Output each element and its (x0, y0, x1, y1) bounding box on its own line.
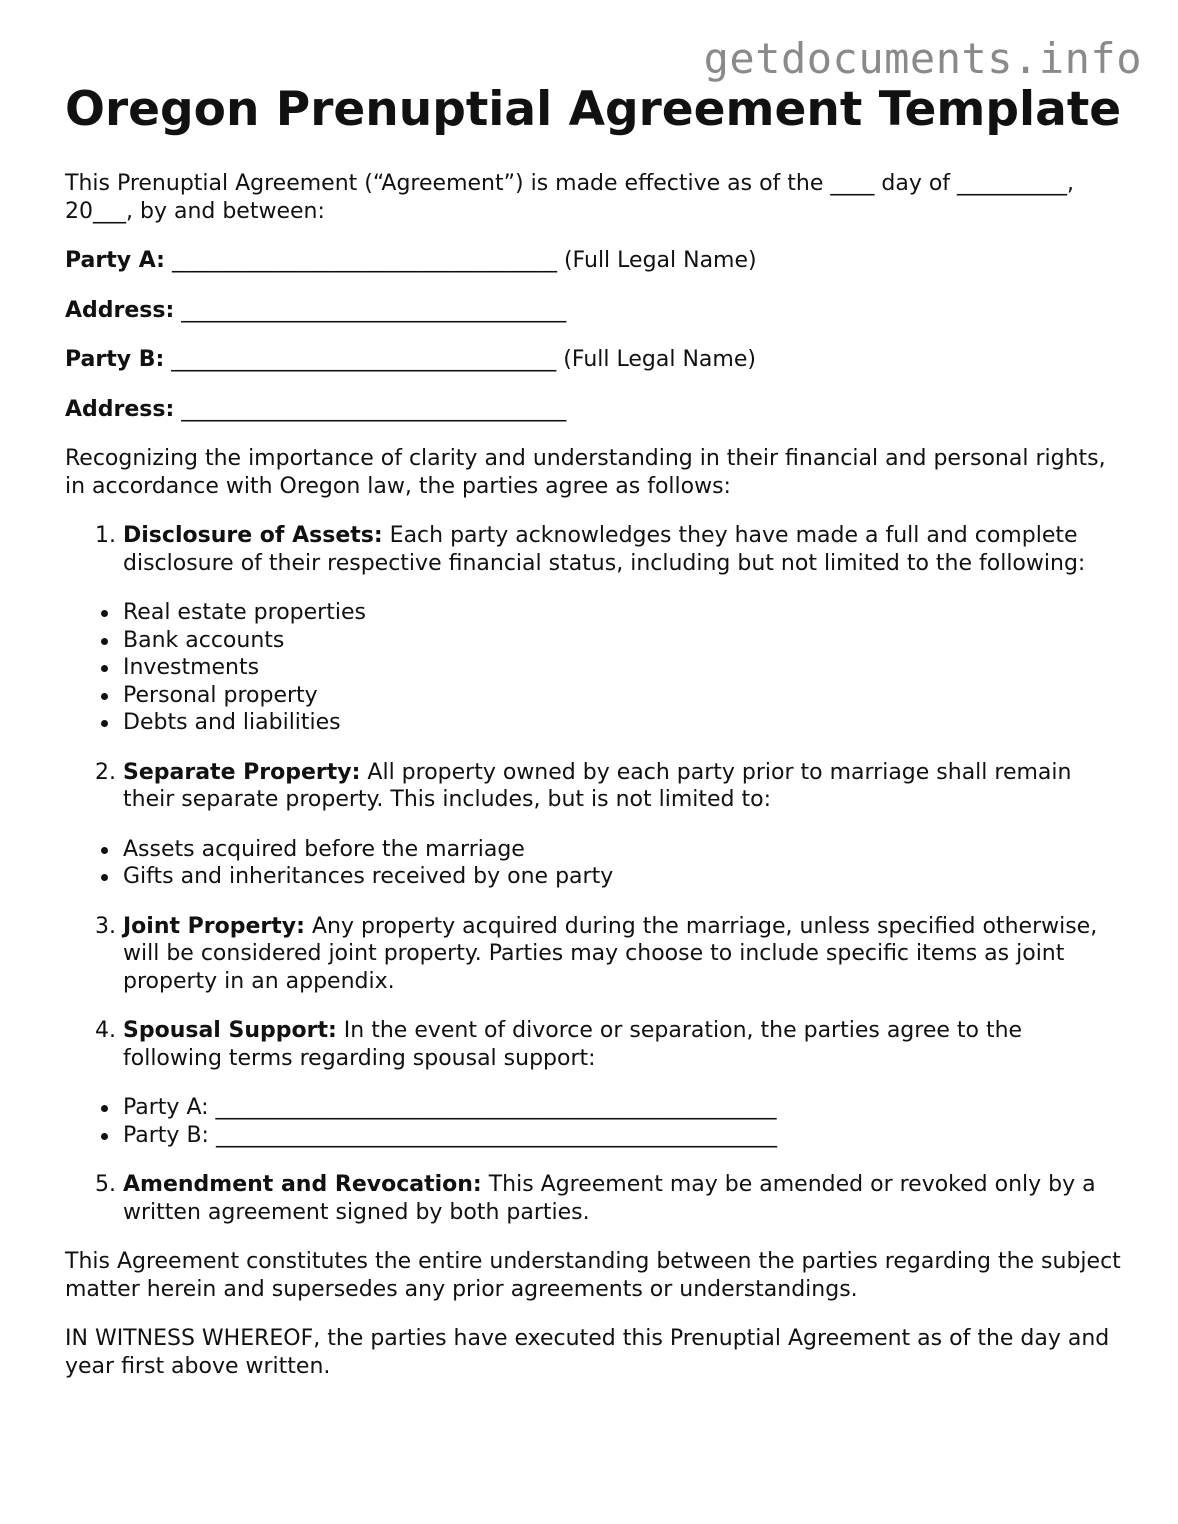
address-b-field (65, 396, 1125, 424)
list-item: Party B: ___________________________________________________ (123, 1122, 1125, 1150)
disclosure-items (65, 599, 1125, 737)
recognizing-paragraph: Recognizing the importance of clarity and understanding in their financial and personal rights, in accordance with Oregon law, the parties agree as follows: (65, 446, 1106, 499)
section-support (123, 1017, 1125, 1072)
list-item: Bank accounts (123, 627, 1125, 655)
witness-paragraph: IN WITNESS WHEREOF, the parties have executed this Prenuptial Agreement as of the day and year first above written. (65, 1326, 1110, 1379)
address-b-blank: ___________________________________ (174, 396, 567, 422)
party-a-blank: ___________________________________ (Full Legal Name) (164, 248, 757, 273)
section-disclosure (123, 522, 1125, 577)
address-a-blank: ___________________________________ (174, 297, 567, 323)
section-list-1 (65, 522, 1125, 577)
entire-agreement-paragraph: This Agreement constitutes the entire understanding between the parties regarding the subject matter herein and supersedes any prior agreements or understandings. (65, 1249, 1121, 1302)
party-a-label: Party A: (65, 248, 165, 273)
address-b-label: Address: (65, 396, 175, 422)
section-text: Any property acquired during the marriage, unless specified otherwise, will be considered joint property. Parties may choose to include specific items as joint property in an appendix. (123, 913, 1098, 994)
section-amendment (123, 1171, 1125, 1226)
section-text: Each party acknowledges they have made a full and complete disclosure of their respective financial status, including but not limited to the following: (123, 523, 1086, 576)
section-heading: Amendment and Revocation: (123, 1172, 482, 1197)
section-text: All property owned by each party prior to marriage shall remain their separate property. This includes, but is not limited to: (123, 759, 1072, 812)
address-a-field (65, 297, 1125, 325)
address-a-label: Address: (65, 297, 175, 323)
watermark: getdocuments.info (703, 34, 1142, 83)
list-item: Assets acquired before the marriage (123, 836, 1125, 864)
section-heading: Disclosure of Assets: (123, 523, 383, 548)
party-b-label: Party B: (65, 347, 165, 372)
section-text: This Agreement may be amended or revoked only by a written agreement signed by both parties. (123, 1172, 1096, 1225)
section-list-2 (65, 759, 1125, 814)
section-heading: Joint Property: (123, 913, 305, 939)
party-b-field (65, 346, 1125, 374)
document-page (65, 80, 1125, 1380)
list-item: Gifts and inheritances received by one party (123, 863, 1125, 891)
document-title: Oregon Prenuptial Agreement Template (65, 82, 1122, 137)
section-heading: Spousal Support: (123, 1018, 337, 1043)
section-list-5 (65, 1171, 1125, 1226)
support-items (65, 1094, 1125, 1149)
section-separate (123, 759, 1125, 814)
list-item: Personal property (123, 682, 1125, 710)
party-b-blank: ___________________________________ (Full Legal Name) (164, 347, 756, 372)
separate-items (65, 836, 1125, 891)
section-list-4 (65, 1017, 1125, 1072)
list-item: Debts and liabilities (123, 709, 1125, 737)
section-joint (123, 913, 1125, 996)
list-item: Real estate properties (123, 599, 1125, 627)
section-heading: Separate Property: (123, 759, 361, 785)
list-item: Party A: ___________________________________________________ (123, 1094, 1125, 1122)
intro-paragraph: This Prenuptial Agreement (“Agreement”) is made effective as of the ____ day of __________, 20___, by and between: (65, 171, 1075, 224)
list-item: Investments (123, 654, 1125, 682)
party-a-field (65, 247, 1125, 275)
section-text: In the event of divorce or separation, the parties agree to the following terms regarding spousal support: (123, 1018, 1023, 1071)
section-list-3 (65, 913, 1125, 996)
